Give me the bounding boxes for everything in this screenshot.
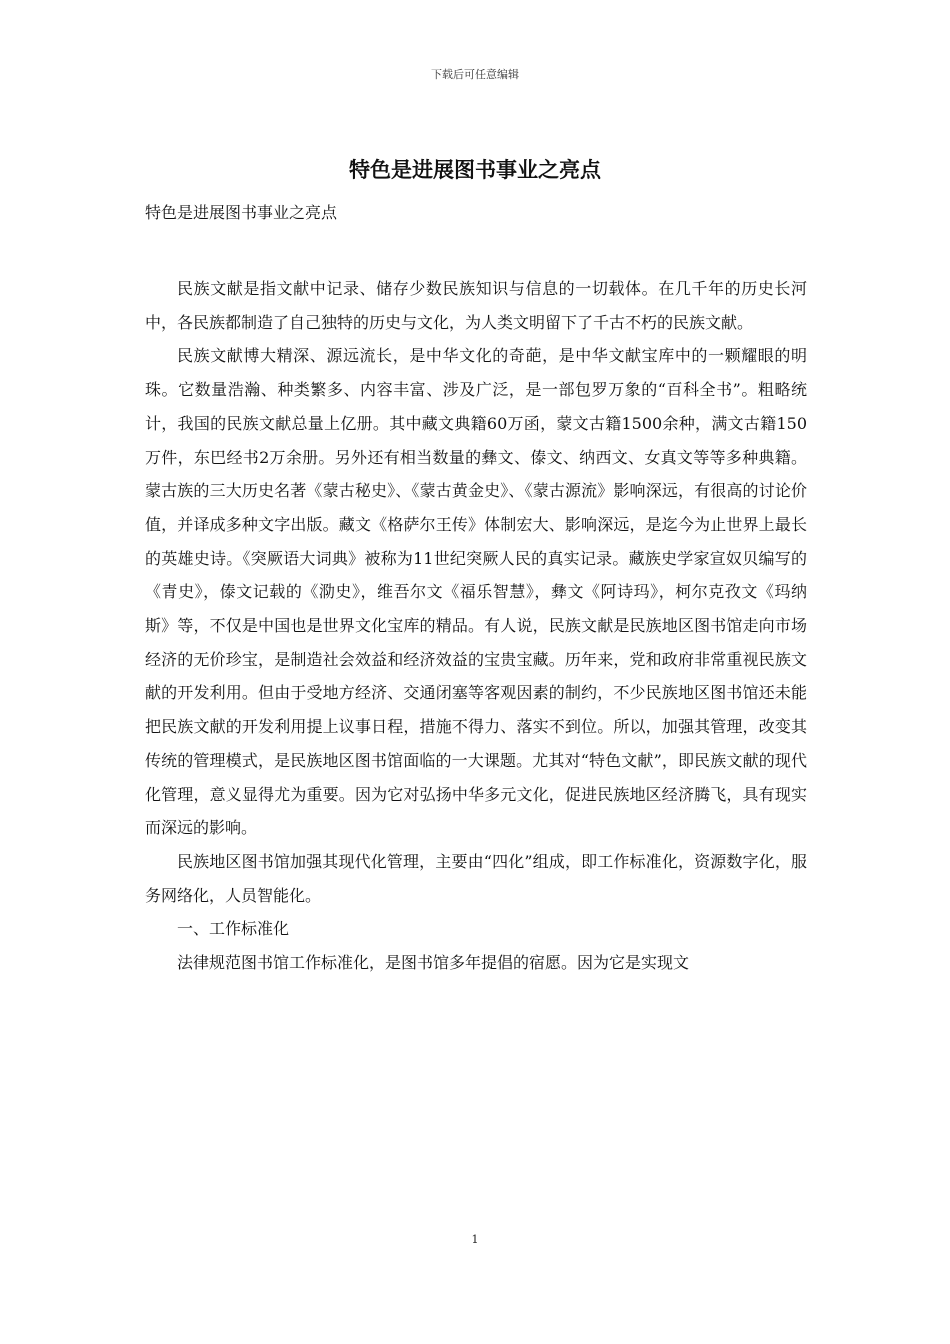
document-title: 特色是进展图书事业之亮点: [349, 157, 601, 182]
paragraph-four-modernizations: 民族地区图书馆加强其现代化管理，主要由“四化”组成，即工作标准化，资源数字化，服务网络化，人员智能化。: [145, 851, 807, 905]
section-heading-standardization: 一、工作标准化: [177, 919, 290, 939]
page-header-note: 下载后可任意编辑: [431, 68, 519, 81]
paragraph-ethnic-literature: 民族文献博大精深、源远流长，是中华文化的奇葩，是中华文献宝库中的一颗耀眼的明珠。它数量浩瀚、种类繁多、内容丰富、涉及广泛，是一部包罗万象的“百科全书”。粗略统计，我国的民族文献总量上亿册。其中藏文典籍60万函，蒙文古籍1500余种，满文古籍150万件，东巴经书2万余册。另外还有相当数量的彝文、傣文、纳西文、女真文等等多种典籍。蒙古族的三大历史名著《蒙古秘史》、《蒙古黄金史》、《蒙古源流》影响深远，有很高的讨论价值，并译成多种文字出版。藏文《格萨尔王传》体制宏大、影响深远，是迄今为止世界上最长的英雄史诗。《突厥语大词典》被称为11世纪突厥人民的真实记录。藏族史学家宣奴贝编写的《青史》，傣文记载的《泐史》，维吾尔文《福乐智慧》，彝文《阿诗玛》，柯尔克孜文《玛纳斯》等，不仅是中国也是世界文化宝库的精品。有人说，民族文献是民族地区图书馆走向市场经济的无价珍宝，是制造社会效益和经济效益的宝贵宝藏。历年来，党和政府非常重视民族文献的开发利用。但由于受地方经济、交通闭塞等客观因素的制约，不少民族地区图书馆还未能把民族文献的开发利用提上议事日程，措施不得力、落实不到位。所以，加强其管理，改变其传统的管理模式，是民族地区图书馆面临的一大课题。尤其对“特色文献”，即民族文献的现代化管理，意义显得尤为重要。因为它对弘扬中华多元文化，促进民族地区经济腾飞，具有现实而深远的影响。: [145, 346, 807, 838]
page-number: 1: [471, 1233, 479, 1246]
document-body: [145, 272, 807, 980]
paragraph-intro: 民族文献是指文献中记录、储存少数民族知识与信息的一切载体。在几千年的历史长河中，各民族都制造了自己独特的历史与文化，为人类文明留下了千古不朽的民族文献。: [145, 279, 807, 332]
document-subtitle: 特色是进展图书事业之亮点: [145, 203, 338, 222]
paragraph-standardization: 法律规范图书馆工作标准化，是图书馆多年提倡的宿愿。因为它是实现文: [177, 953, 690, 973]
